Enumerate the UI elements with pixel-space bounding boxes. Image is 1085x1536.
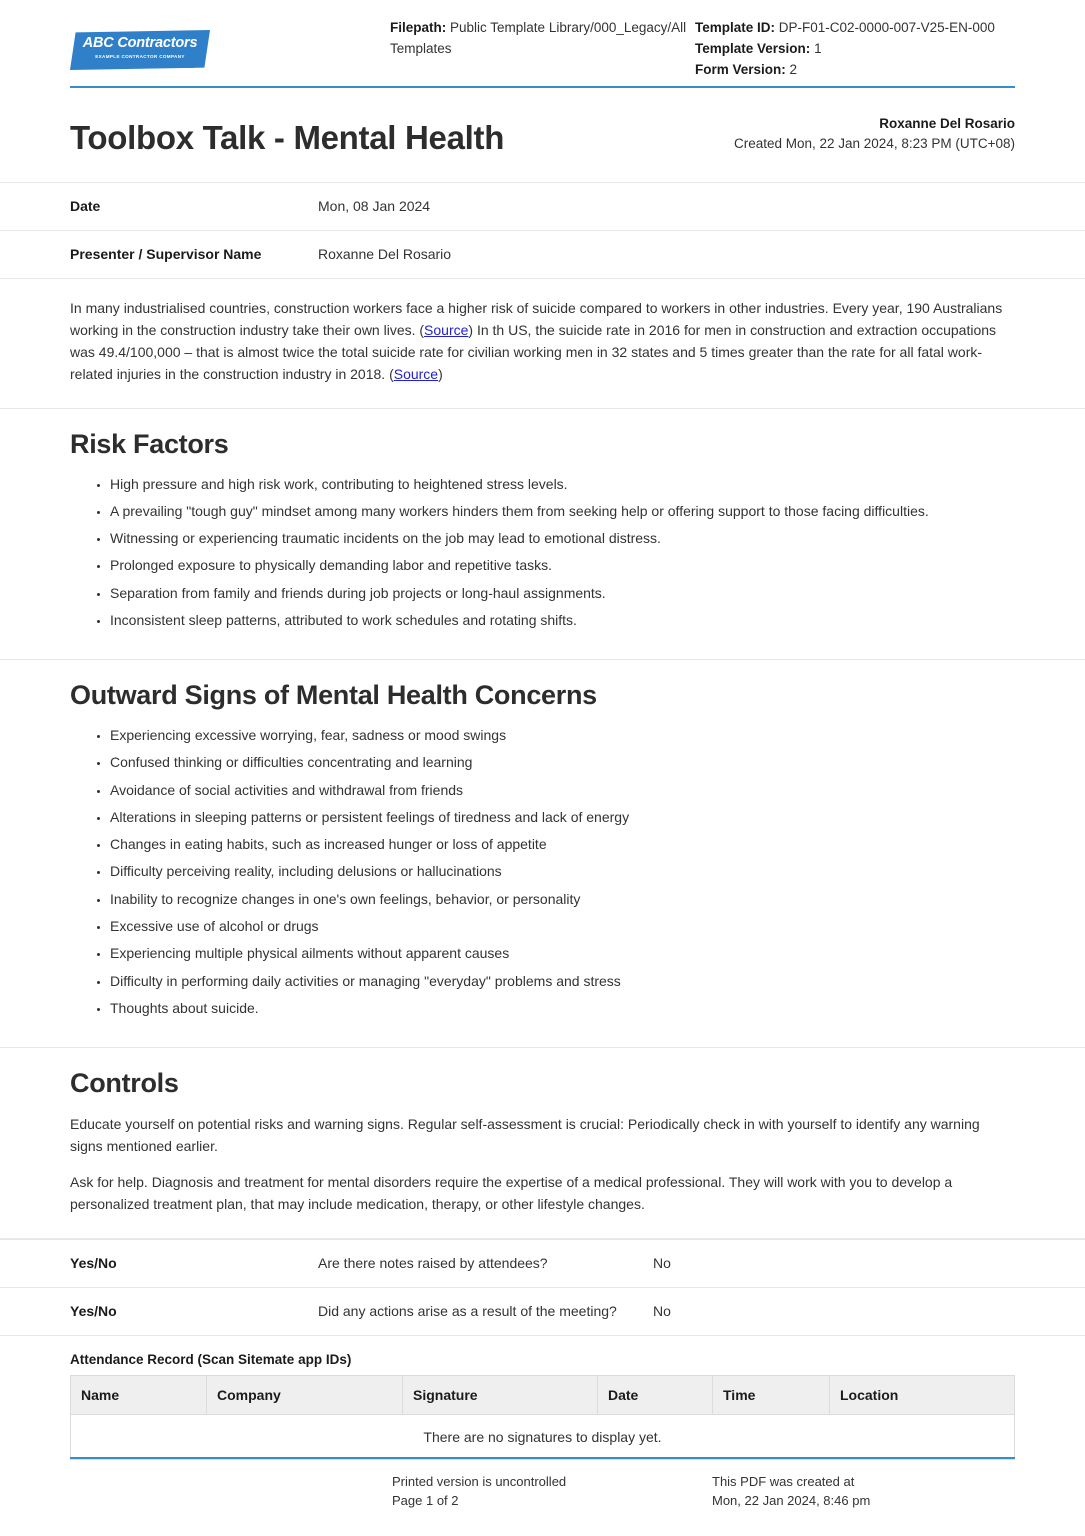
question-row-actions	[0, 1287, 1085, 1335]
empty-state-message: There are no signatures to display yet.	[71, 1414, 1015, 1459]
risk-factors-list	[70, 474, 1015, 632]
logo-company-name: ABC Contractors	[82, 35, 198, 51]
filepath-value: Public Template Library/000_Legacy/All Templates	[390, 20, 687, 56]
list-item: • Confused thinking or difficulties concentrating and learning	[110, 752, 1015, 773]
filepath-meta	[390, 18, 695, 60]
template-id-row	[695, 18, 1015, 39]
pdf-created-timestamp: Mon, 22 Jan 2024, 8:46 pm	[712, 1492, 871, 1508]
creator-info	[734, 114, 1015, 156]
question-text: Are there notes raised by attendees?	[318, 1254, 548, 1271]
list-item: • Thoughts about suicide.	[110, 998, 1015, 1019]
template-version-row	[695, 39, 1015, 60]
section-outward-signs	[0, 660, 1085, 1048]
list-item: • Witnessing or experiencing traumatic incidents on the job may lead to emotional distress.	[110, 528, 1015, 549]
question-answer: No	[653, 1254, 671, 1271]
controls-paragraph: Educate yourself on potential risks and warning signs. Regular self-assessment is crucial: Periodically check in with yourself to identify any warning signs mentioned earlier.	[70, 1116, 980, 1155]
intro-text-part3: )	[438, 366, 443, 383]
logo-tagline: EXAMPLE CONTRACTOR COMPANY	[95, 54, 185, 59]
footer-divider	[70, 1457, 1015, 1459]
list-item: • Experiencing excessive worrying, fear, sadness or mood swings	[110, 725, 1015, 746]
list-item: • Avoidance of social activities and withdrawal from friends	[110, 780, 1015, 801]
column-header-location: Location	[830, 1375, 1015, 1414]
attendance-table	[70, 1375, 1015, 1460]
form-version-value: 2	[789, 61, 798, 77]
column-header-name: Name	[71, 1375, 207, 1414]
template-id-label: Template ID:	[695, 20, 776, 35]
source-link-1[interactable]: Source	[424, 322, 469, 339]
intro-text-part1: In many industrialised countries, construction workers face a higher risk of suicide compared to workers in other industries. Every year, 190 Australians working in the construction industry take their own lives. (	[70, 300, 1003, 339]
field-rows	[0, 182, 1085, 279]
list-item: • Inconsistent sleep patterns, attributed to work schedules and rotating shifts.	[110, 610, 1015, 631]
template-version-label: Template Version:	[695, 40, 811, 56]
list-item: • Inability to recognize changes in one's own feelings, behavior, or personality	[110, 889, 1015, 910]
filepath-label: Filepath:	[390, 20, 447, 35]
outward-signs-list	[70, 725, 1015, 1019]
list-item: • Excessive use of alcohol or drugs	[110, 916, 1015, 937]
document-header	[0, 0, 1085, 80]
attendance-title: Attendance Record (Scan Sitemate app IDs)	[70, 1351, 352, 1367]
column-header-date: Date	[598, 1375, 713, 1414]
page-title: Toolbox Talk - Mental Health	[70, 118, 505, 156]
field-label: Presenter / Supervisor Name	[70, 246, 262, 263]
column-header-time: Time	[713, 1375, 830, 1414]
field-label: Date	[70, 198, 101, 215]
created-timestamp: Created Mon, 22 Jan 2024, 8:23 PM (UTC+08)	[733, 135, 1015, 151]
creator-name: Roxanne Del Rosario	[879, 116, 1015, 131]
list-item: • A prevailing "tough guy" mindset among many workers hinders them from seeking help or offering support to those facing difficulties.	[110, 501, 1015, 522]
section-heading: Outward Signs of Mental Health Concerns	[70, 680, 597, 711]
page-number: Page 1 of 2	[392, 1492, 459, 1508]
footer-left-block	[392, 1473, 712, 1510]
field-value: Mon, 08 Jan 2024	[318, 198, 431, 215]
list-item: • Experiencing multiple physical ailments without apparent causes	[110, 943, 1015, 964]
attendance-section	[0, 1336, 1085, 1460]
list-item: • Prolonged exposure to physically demanding labor and repetitive tasks.	[110, 555, 1015, 576]
template-id-value: DP-F01-C02-0000-007-V25-EN-000	[778, 20, 995, 35]
controls-paragraph: Ask for help. Diagnosis and treatment for mental disorders require the expertise of a medical professional. They will work with you to develop a personalized treatment plan, that may include medication, therapy, or other lifestyle changes.	[70, 1174, 953, 1213]
title-section	[0, 88, 1085, 156]
field-row-date	[0, 182, 1085, 230]
section-heading: Risk Factors	[70, 428, 229, 459]
form-version-label: Form Version:	[695, 61, 786, 77]
question-text: Did any actions arise as a result of the meeting?	[318, 1302, 617, 1319]
question-type-label: Yes/No	[70, 1254, 117, 1271]
question-type-label: Yes/No	[70, 1302, 117, 1319]
field-row-presenter	[0, 230, 1085, 279]
document-footer	[0, 1457, 1085, 1510]
footer-right-block	[712, 1473, 1015, 1510]
pdf-created-label: This PDF was created at	[712, 1474, 855, 1490]
print-notice: Printed version is uncontrolled	[392, 1474, 567, 1490]
form-version-row	[695, 60, 1015, 81]
table-row	[71, 1414, 1015, 1459]
list-item: • Alterations in sleeping patterns or persistent feelings of tiredness and lack of energy	[110, 807, 1015, 828]
section-controls	[0, 1048, 1085, 1238]
list-item: • Difficulty in performing daily activities or managing "everyday" problems and stress	[110, 971, 1015, 992]
list-item: • Changes in eating habits, such as increased hunger or loss of appetite	[110, 834, 1015, 855]
company-logo	[70, 18, 390, 70]
template-version-value: 1	[814, 40, 822, 56]
source-link-2[interactable]: Source	[393, 366, 439, 383]
list-item: • Separation from family and friends during job projects or long-haul assignments.	[110, 583, 1015, 604]
question-row-notes	[0, 1239, 1085, 1287]
field-value: Roxanne Del Rosario	[318, 246, 452, 263]
list-item: • High pressure and high risk work, contributing to heightened stress levels.	[110, 474, 1015, 495]
question-rows	[0, 1239, 1085, 1336]
section-risk-factors	[0, 409, 1085, 661]
list-item: • Difficulty perceiving reality, including delusions or hallucinations	[110, 861, 1015, 882]
column-header-company: Company	[207, 1375, 403, 1414]
intro-text-part2: ) In th US, the suicide rate in 2016 for men in construction and extraction occupations was 49.4/100,000 – that is almost twice the total suicide rate for civilian working men in 32 states and 5 times greater than the rate for all fatal work-related injuries in the construction industry in 2018. (	[70, 322, 997, 383]
intro-paragraph	[0, 279, 1085, 408]
template-meta	[695, 18, 1015, 81]
column-header-signature: Signature	[403, 1375, 598, 1414]
section-heading: Controls	[70, 1068, 179, 1099]
question-answer: No	[653, 1302, 671, 1319]
table-header-row	[71, 1375, 1015, 1414]
